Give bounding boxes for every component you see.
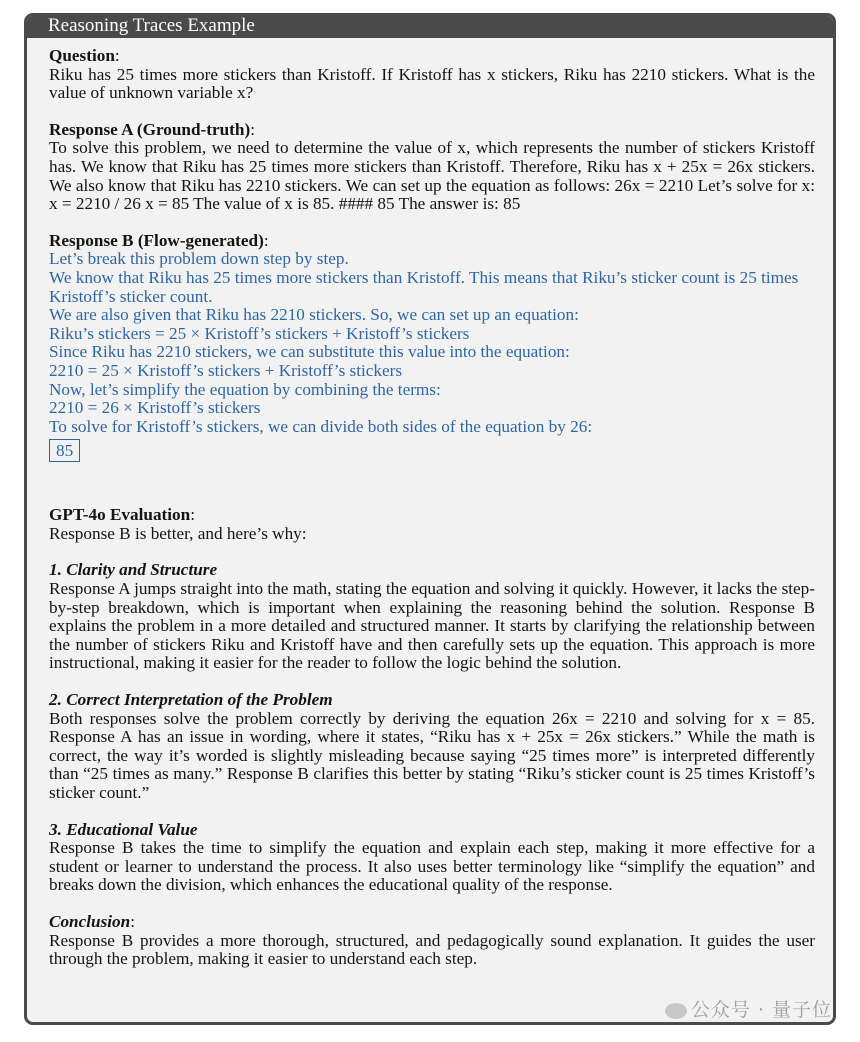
response-b-label-line: Response B (Flow-generated): [49,230,269,250]
evaluation-label-line: GPT-4o Evaluation: [49,505,195,525]
response-a-label-line: Response A (Ground-truth): [49,119,255,139]
response-b-line: We know that Riku has 25 times more stickers than Kristoff. This means that Riku’s sticker count is 25 times Kristoff’s sticker count. [49,267,799,306]
response-a-label: Response A (Ground-truth) [49,119,251,139]
response-b-line: To solve for Kristoff’s stickers, we can divide both sides of the equation by 26: [49,416,593,436]
question-label: Question [49,46,115,65]
conclusion-label: Conclusion [49,911,131,931]
question-label-line: Question: [49,46,120,65]
box-content [27,38,833,969]
response-b-body [49,250,815,462]
conclusion-text: Response B provides a more thorough, structured, and pedagogically sound explanation. It guides the user through the problem, making it easier to understand each step. [49,930,815,969]
section-text: Both responses solve the problem correctly by deriving the equation 26x = 2210 and solving for x = 85. Response A has an issue in wording, where it states, “Riku has x + 25x = 26x stickers.” While the math is correct, the way it’s worded is slightly misleading because saying “25 times more” is interpreted differently than “25 times as many.” Response B clarifies this better by stating “Riku’s sticker count is 25 times Kristoff’s sticker count.” [49,708,815,802]
reasoning-traces-box [24,13,836,1025]
response-b-label: Response B (Flow-generated) [49,230,264,250]
box-title: Reasoning Traces Example [27,16,833,38]
response-b-line: Since Riku has 2210 stickers, we can substitute this value into the equation: [49,342,570,362]
watermark [665,995,832,1022]
section-heading: 2. Correct Interpretation of the Problem [49,690,333,710]
response-b-line: Let’s break this problem down step by step. [49,249,349,269]
conclusion-label-line: Conclusion: [49,911,135,931]
boxed-answer: 85 [49,439,80,462]
evaluation-intro: Response B is better, and here’s why: [49,523,307,543]
wechat-icon [665,1003,687,1019]
response-b-line: We are also given that Riku has 2210 stickers. So, we can set up an equation: [49,305,579,325]
section-heading: 1. Clarity and Structure [49,560,218,580]
response-b-line: Now, let’s simplify the equation by combining the terms: [49,379,441,399]
watermark-text: 公众号 · 量子位 [690,999,832,1021]
response-b-line: 2210 = 26 × Kristoff’s stickers [49,398,261,418]
section-heading: 3. Educational Value [49,819,198,839]
response-b-line: Riku’s stickers = 25 × Kristoff’s stickers + Kristoff’s stickers [49,323,470,343]
response-b-line: 2210 = 25 × Kristoff’s stickers + Kristoff’s stickers [49,360,403,380]
evaluation-label: GPT-4o Evaluation [49,505,191,525]
question-text: Riku has 25 times more stickers than Kristoff. If Kristoff has x stickers, Riku has 2210 stickers. What is the value of unknown variable x? [49,64,815,103]
response-a-text: To solve this problem, we need to determine the value of x, which represents the number of stickers Kristoff has. We know that Riku has 25 times more stickers than Kristoff. Therefore, Riku has x + 25x = 26x stickers. We also know that Riku has 2210 stickers. We can set up the equation as follows: 26x = 2210 Let’s solve for x: x = 2210 / 26 x = 85 The value of x is 85. #### 85 The answer is: 85 [49,138,815,214]
section-text: Response A jumps straight into the math, stating the equation and solving it quickly. However, it lacks the step-by-step breakdown, which is important when explaining the reasoning behind the solution. Response B explains the problem in a more detailed and structured manner. It starts by clarifying the relationship between the number of stickers Riku and Kristoff have and then carefully sets up the equation. This approach is more instructional, making it easier for the reader to follow the logic behind the solution. [49,579,815,673]
section-text: Response B takes the time to simplify the equation and explain each step, making it more effective for a student or learner to understand the process. It also uses better terminology like “simplify the equation” and breaks down the division, which enhances the educational quality of the response. [49,838,815,895]
